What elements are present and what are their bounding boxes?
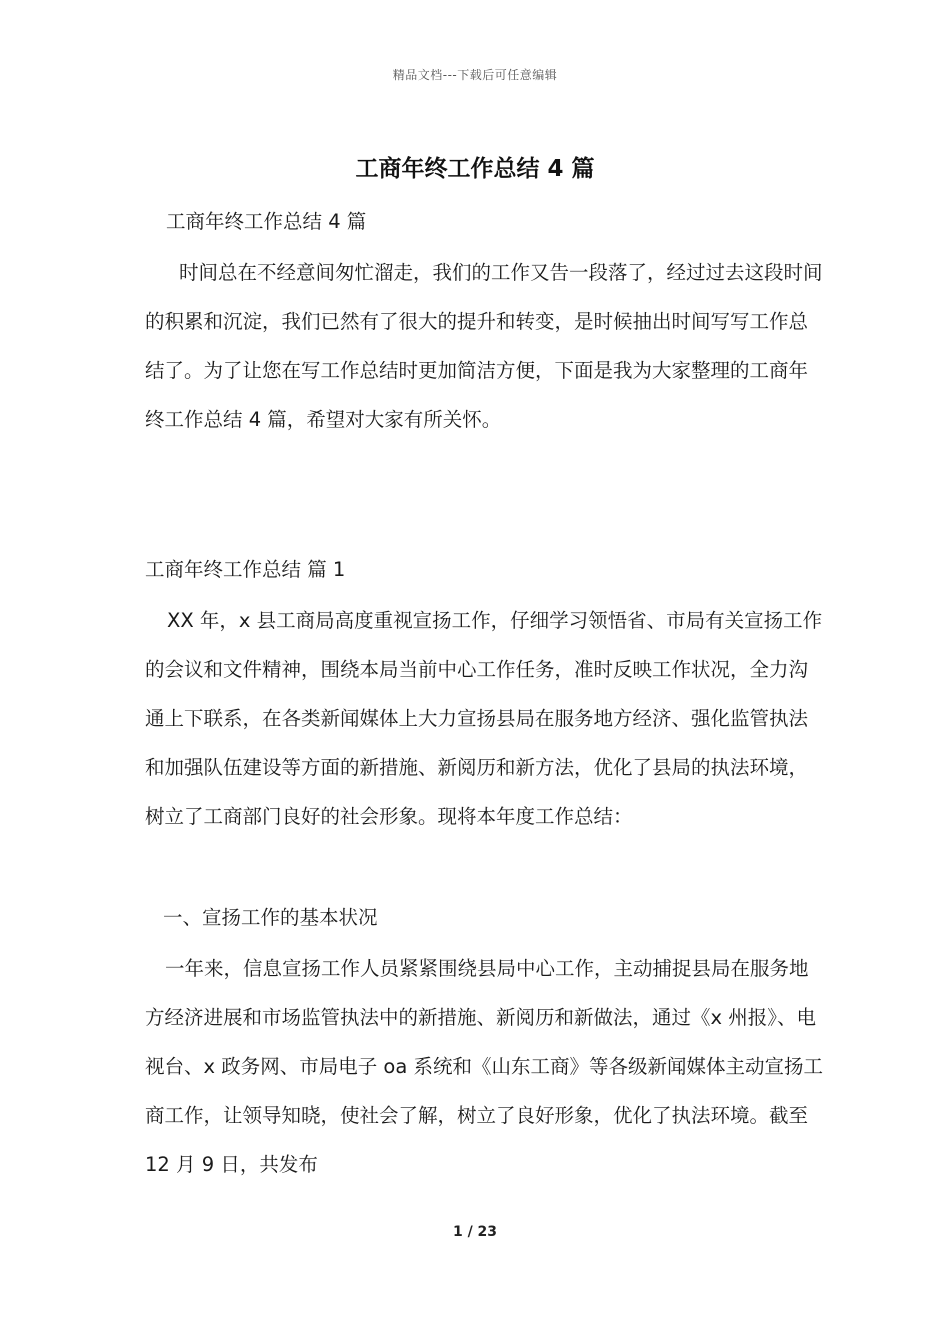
header-note: 精品文档---下载后可任意编辑 (392, 68, 558, 82)
sub-heading: 一、宣扬工作的基本状况 (163, 906, 378, 929)
document-title: 工商年终工作总结 4 篇 (355, 156, 595, 182)
intro-paragraph: 时间总在不经意间匆忙溜走，我们的工作又告一段落了，经过过去这段时间的积累和沉淀，我们已然有了很大的提升和转变，是时候抽出时间写写工作总结了。为了让您在写工作总结时更加简洁方便，下面是我为大家整理的工商年终工作总结 4 篇，希望对大家有所关怀。 (145, 261, 823, 431)
body-paragraph-1: XX 年，x 县工商局高度重视宣扬工作，仔细学习领悟省、市局有关宣扬工作的会议和文件精神，围绕本局当前中心工作任务，准时反映工作状况，全力沟通上下联系，在各类新闻媒体上大力宣扬县局在服务地方经济、强化监管执法和加强队伍建设等方面的新措施、新阅历和新方法，优化了县局的执法环境，树立了工商部门良好的社会形象。现将本年度工作总结： (145, 609, 823, 828)
body-paragraph-2: 一年来，信息宣扬工作人员紧紧围绕县局中心工作，主动捕捉县局在服务地方经济进展和市场监管执法中的新措施、新阅历和新做法，通过《x 州报》、电视台、x 政务网、市局电子 oa 系统和《山东工商》等各级新闻媒体主动宣扬工商工作，让领导知晓，使社会了解，树立了良好形象，优化了执法环境。截至 12 月 9 日，共发布 (145, 957, 824, 1176)
document-subtitle: 工商年终工作总结 4 篇 (166, 210, 367, 233)
section-heading: 工商年终工作总结 篇 1 (145, 558, 346, 581)
page-number: 1 / 23 (452, 1224, 498, 1240)
